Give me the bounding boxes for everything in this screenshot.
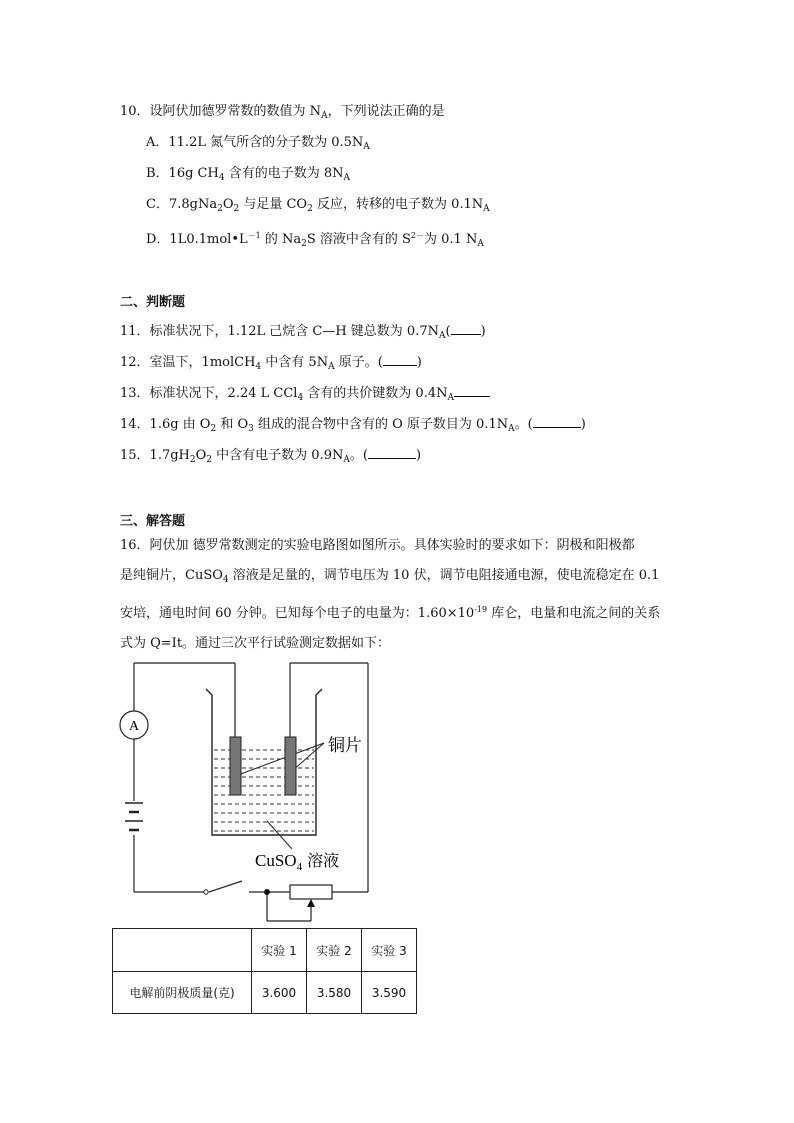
electrolysis-circuit-diagram [112,655,412,930]
answer-blank[interactable] [533,414,581,428]
table-header-cell: 实验 1 [252,929,307,972]
q10-option-c: C．$7.8gNa_2O_2$ 与足量 $CO_2$ 反应，转移的电子数为 $0.1N_A$ [146,197,490,214]
q15: 15．$1.7gH_2O_2$ 中含有电子数为 $0.9N_A$。( ) [120,445,421,469]
q14: 14．1.6g 由 $O_2$ 和 $O_3$ 组成的混合物中含有的 O 原子数目为 $0.1N_A$。( ) [120,414,586,438]
solution-liquid [214,750,314,831]
q16-line-2: 是纯铜片，CuSO$_4$ 溶液是足量的，调节电压为 10 伏，调节电阻接通电源，使电流稳定在 0.1 [120,568,660,585]
table-cell: 3.590 [362,972,417,1014]
battery-icon [125,803,143,830]
table-cell: 3.600 [252,972,307,1014]
q10-option-a: A．11.2L 氮气所含的分子数为 $0.5N_A$ [146,135,370,152]
q10-option-d: D．$1L0.1mol•L^{-1}$ 的 $Na_2S$ 溶液中含有的 $S^{2-}$为 0.1 $N_A$ [146,231,484,249]
table-header-cell: 实验 2 [307,929,362,972]
ammeter-label: A [128,719,140,734]
pointer-line [292,743,324,771]
table-row-label: 电解前阴极质量(克) [113,972,252,1014]
answer-blank[interactable] [454,383,490,397]
q16-text [120,531,680,659]
q16-line-4: 式为 Q=It。通过三次平行试验测定数据如下： [120,636,391,651]
answer-blank[interactable] [383,352,417,366]
q16-line-1: 16．阿伏加 德罗常数测定的实验电路图如图所示。具体实验时的要求如下：阴极和阳极都 [120,538,635,553]
switch-lever [209,881,242,892]
table-row [113,972,417,1014]
electrode-label: 铜片 [328,736,362,756]
table-header-cell: 实验 3 [362,929,417,972]
solution-label: CuSO$_4$ 溶液 [255,851,340,873]
q10-stem: 10．设阿伏加德罗常数的数值为 $N_A$，下列说法正确的是 [120,104,445,121]
section-heading-answer: 三、解答题 [120,514,186,529]
q13: 13．标准状况下，2.24 L CCl$_4$ 含有的共价键数为 $0.4N_A$ [120,383,490,407]
junction-dot [264,889,270,895]
answer-blank[interactable] [451,321,481,335]
table-cell: 3.580 [307,972,362,1014]
table-header-cell [113,929,252,972]
copper-electrode-left [230,737,241,795]
copper-electrode-right [285,737,296,795]
section-heading-judgement: 二、判断题 [120,295,186,310]
q16-line-3: 安培，通电时间 60 分钟。已知每个电子的电量为：$1.60\times 10^{-19}$ 库仑，电量和电流之间的关系 [120,605,661,621]
answer-blank[interactable] [368,445,416,459]
rheostat-icon [290,885,332,899]
rheostat-slider-arrow [307,899,315,907]
q10-option-b: B．16g $CH_4$ 含有的电子数为 $8N_A$ [146,166,350,183]
q12: 12．室温下，1molCH$_4$ 中含有 $5N_A$ 原子。( ) [120,352,422,376]
table-header-row [113,929,417,972]
switch-contact [204,890,208,894]
q11: 11．标准状况下，1.12L 己烷含 C—H 键总数为 $0.7N_A$( ) [120,321,486,345]
experiment-data-table [112,928,417,1014]
